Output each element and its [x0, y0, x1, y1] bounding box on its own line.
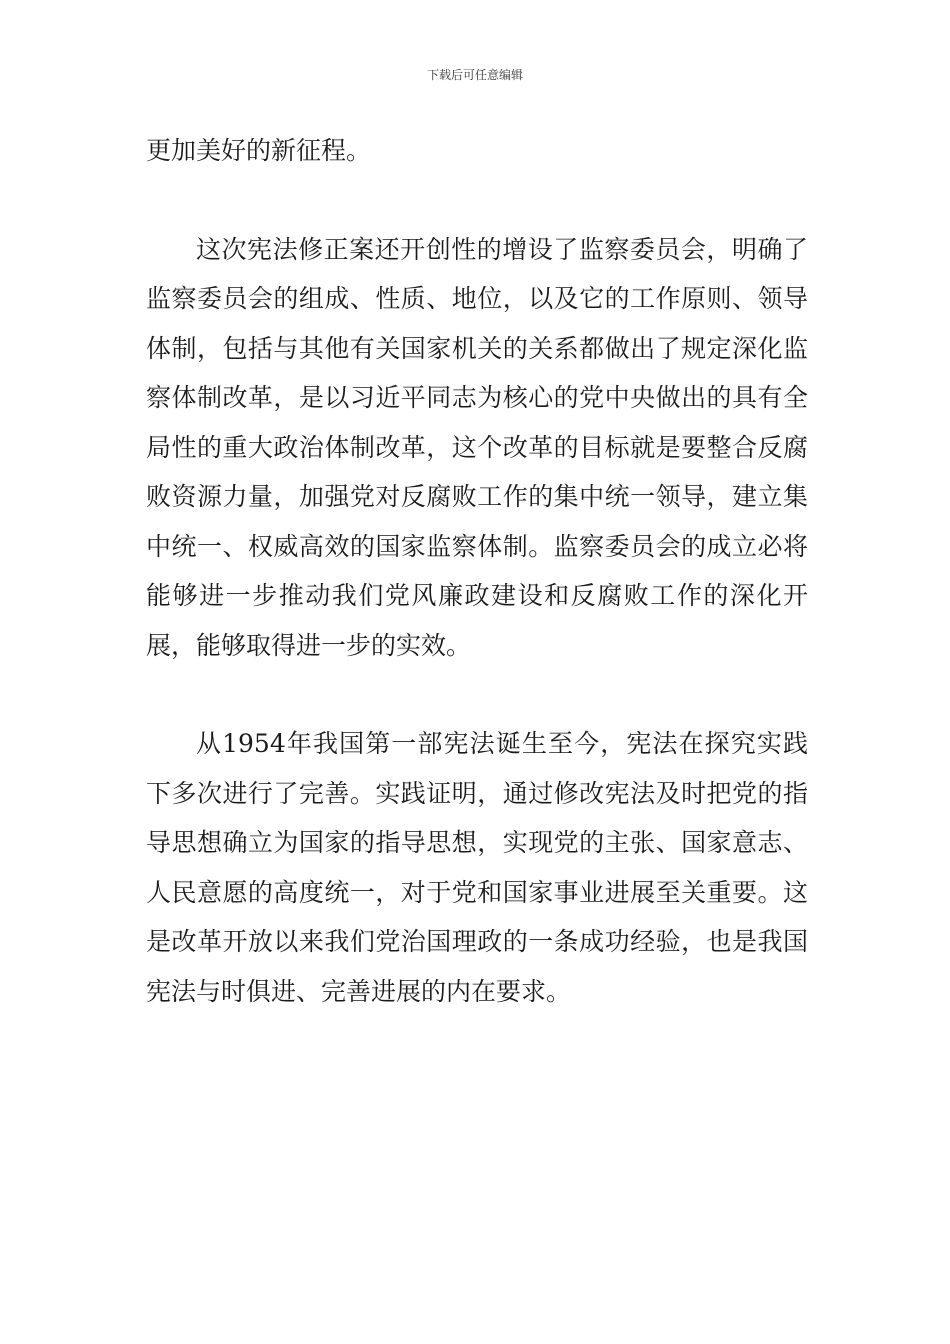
document-body: [146, 126, 808, 1016]
paragraph-constitution-history: 从1954年我国第一部宪法诞生至今，宪法在探究实践下多次进行了完善。实践证明，通过修改宪法及时把党的指导思想确立为国家的指导思想，实现党的主张、国家意志、人民意愿的高度统一，对于党和国家事业进展至关重要。这是改革开放以来我们党治国理政的一条成功经验，也是我国宪法与时俱进、完善进展的内在要求。: [146, 729, 808, 1006]
paragraph-supervisory-commission: 这次宪法修正案还开创性的增设了监察委员会，明确了监察委员会的组成、性质、地位，以及它的工作原则、领导体制，包括与其他有关国家机关的关系都做出了规定深化监察体制改革，是以习近平同志为核心的党中央做出的具有全局性的重大政治体制改革，这个改革的目标就是要整合反腐败资源力量，加强党对反腐败工作的集中统一领导，建立集中统一、权威高效的国家监察体制。监察委员会的成立必将能够进一步推动我们党风廉政建设和反腐败工作的深化开展，能够取得进一步的实效。: [146, 234, 808, 660]
paragraph-gap: [146, 670, 808, 719]
paragraph-continuation: 更加美好的新征程。: [146, 136, 372, 165]
page-header: 下载后可任意编辑: [426, 68, 523, 82]
paragraph-gap: [146, 176, 808, 225]
